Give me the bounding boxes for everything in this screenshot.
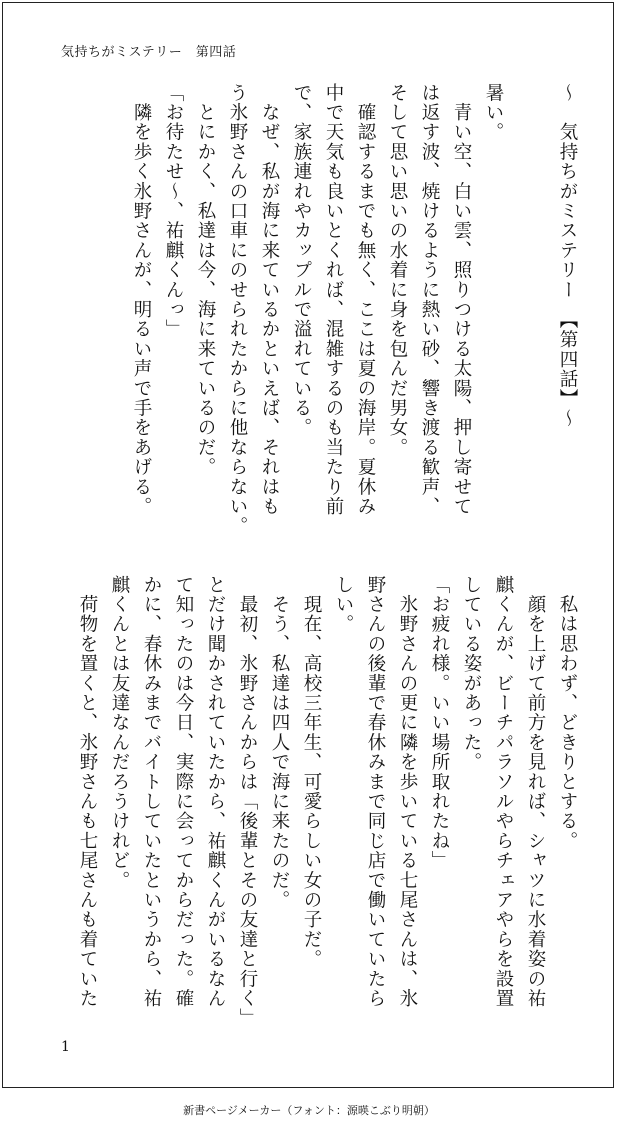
text-column: 現在、高校三年生、可愛らしい女の子だ。: [301, 575, 322, 969]
text-column: 確認するまでも無く、ここは夏の海岸。夏休み: [355, 83, 376, 517]
page-number: 1: [61, 1039, 70, 1055]
text-column: 氷野さんの更に隣を歩いている七尾さんは、氷: [397, 575, 418, 1009]
text-column: 青い空、白い雲、照りつける太陽、押し寄せて: [451, 83, 472, 517]
text-column: とにかく、私達は今、海に来ているのだ。: [195, 83, 216, 477]
text-column: 暑い。: [483, 83, 504, 143]
text-column: 「お疲れ様。いい場所取れたね」: [429, 575, 450, 871]
text-column: そう、私達は四人で海に来たのだ。: [269, 575, 290, 910]
text-column: している姿があった。: [461, 575, 482, 772]
text-column: 野さんの後輩で春休みまで同じ店で働いていたら: [365, 575, 386, 1009]
text-column: 顔を上げて前方を見れば、シャツに水着姿の祐: [525, 575, 546, 1009]
text-column: 私は思わず、どきりとする。: [557, 575, 578, 851]
top-text-block: [125, 83, 583, 537]
story-title: ～ 気持ちがミステリー 【第四話】～: [557, 83, 578, 429]
page-sheet: [2, 2, 614, 1088]
bottom-text-block: [71, 575, 583, 1029]
text-column: て知ったのは今日、実際に会ってからだった。確: [173, 575, 194, 1009]
text-column: 麒くんとは友達なんだろうけれど。: [109, 575, 130, 891]
text-column: とだけ聞かされていたから、祐麒くんがいるなん: [205, 575, 226, 1009]
text-column: は返す波、焼けるように熱い砂、響き渡る歓声、: [419, 83, 440, 517]
text-column: 「お待たせ～、祐麒くんっ」: [163, 83, 184, 340]
title-spacer: [509, 83, 539, 523]
text-column: 最初、氷野さんからは「後輩とその友達と行く」: [237, 575, 258, 1029]
text-column: で、家族連れやカップルで溢れている。: [291, 83, 312, 438]
text-column: しい。: [333, 575, 354, 635]
text-column: そして思い思いの水着に身を包んだ男女。: [387, 83, 408, 458]
text-column: う氷野さんの口車にのせられたからに他ならない。: [227, 83, 248, 537]
text-column: かに、春休みまでバイトしていたというから、祐: [141, 575, 162, 1009]
text-column: 中で天気も良いとくれば、混雑するのも当たり前: [323, 83, 344, 517]
text-column: 隣を歩く氷野さんが、明るい声で手をあげる。: [131, 83, 152, 517]
text-column: 荷物を置くと、氷野さんも七尾さんも着ていた: [77, 575, 98, 1009]
footer-credit: 新書ページメーカー（フォント：源暎こぶり明朝）: [183, 1104, 435, 1117]
text-column: 麒くんが、ビーチパラソルやらチェアやらを設置: [493, 575, 514, 1009]
running-header: 気持ちがミステリー 第四話: [61, 45, 237, 60]
text-column: なぜ、私が海に来ているかといえば、それはも: [259, 83, 280, 517]
